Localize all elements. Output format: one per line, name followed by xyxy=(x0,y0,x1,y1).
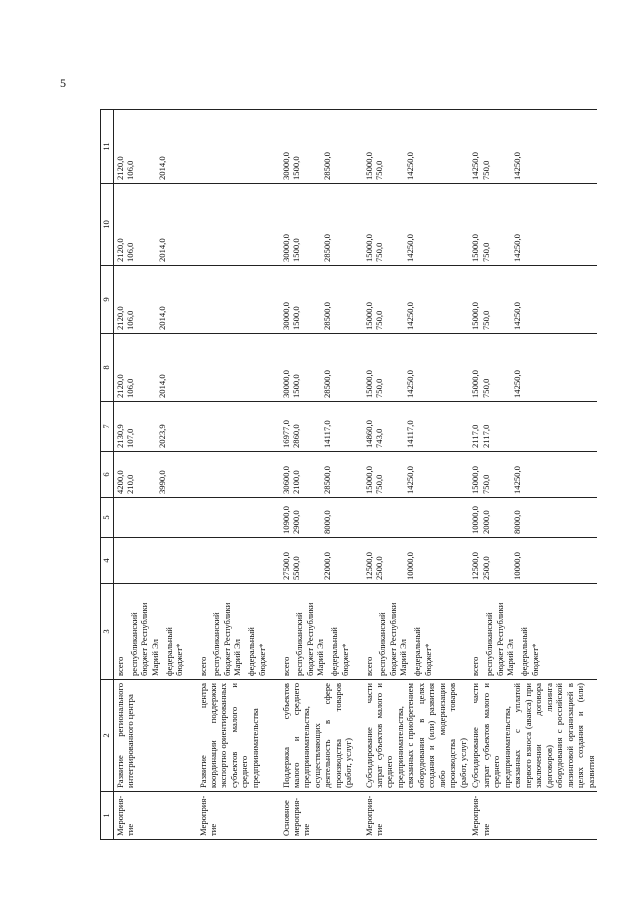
amount-total: 10000,0 xyxy=(470,506,481,534)
amount-total: 15000,0 xyxy=(363,466,374,494)
event-name-cell: Развитие центра координации поддержки экспортно ориентированных субъектов малого и среднего предпринимательства xyxy=(197,680,280,792)
amount-total xyxy=(198,405,208,448)
amount-republic xyxy=(208,187,218,262)
amount-total: 2130,9 xyxy=(115,424,125,448)
table-row xyxy=(280,110,363,840)
budget-source-label: федеральный бюджет* xyxy=(163,627,185,676)
amount-cell-c7 xyxy=(197,402,280,452)
amount-cell-c7 xyxy=(280,402,363,452)
event-name-cell: Субсидирование части затрат субъектов малого и среднего предпринимательства, связанных с приобретением оборудования в целях создания и (или) развития либо модернизации производства товаров (работ, услуг) xyxy=(363,680,470,792)
amount-total: 12500,0 xyxy=(363,552,374,580)
amount-cell-c8 xyxy=(114,334,197,402)
amount-federal: 14250,0 xyxy=(512,152,523,180)
amount-federal xyxy=(512,405,522,448)
amount-republic: 750,0 xyxy=(373,378,384,398)
amount-republic: 743,0 xyxy=(373,428,384,448)
amount-cell-c5 xyxy=(469,498,597,538)
event-name-cell: Поддержка субъектов малого и среднего предпринимательства, осуществляющих деятельность в сфере производства товаров (работ, услуг) xyxy=(280,680,363,792)
amount-federal: 14250,0 xyxy=(405,466,416,494)
amount-federal: 14250,0 xyxy=(512,302,523,330)
amount-federal: 10000,0 xyxy=(405,552,416,580)
amount-republic: 107,0 xyxy=(125,428,136,448)
amount-cell-c10 xyxy=(280,184,363,266)
amount-federal: 2014,0 xyxy=(156,306,167,330)
amount-cell-c5 xyxy=(280,498,363,538)
amount-federal xyxy=(239,269,249,330)
amount-republic: 750,0 xyxy=(373,310,384,330)
rotated-table-container xyxy=(100,110,596,840)
amount-total: 2117,0 xyxy=(470,424,481,448)
amount-total: 15000,0 xyxy=(470,466,481,494)
amount-cell-c11 xyxy=(280,110,363,184)
amount-total: 30000,0 xyxy=(280,152,291,180)
amount-cell-c6 xyxy=(363,452,470,498)
amount-cell-c10 xyxy=(469,184,597,266)
amount-cell-c11 xyxy=(363,110,470,184)
amount-federal: 28500,0 xyxy=(322,370,333,398)
budget-source-label: всего xyxy=(197,656,208,676)
amount-total xyxy=(198,337,208,398)
amount-federal: 2014,0 xyxy=(156,374,167,398)
budget-source-cell xyxy=(197,584,280,680)
amount-republic: 5500,0 xyxy=(290,556,301,580)
amount-republic: 2500,0 xyxy=(373,556,384,580)
amount-total: 15000,0 xyxy=(470,234,481,262)
amount-total: 15000,0 xyxy=(363,370,374,398)
amount-republic xyxy=(125,501,135,534)
amount-federal: 14117,0 xyxy=(322,420,333,448)
budget-source-cell xyxy=(114,584,197,680)
amount-cell-c7 xyxy=(363,402,470,452)
amount-cell-c4 xyxy=(469,538,597,584)
budget-source-label: республиканский бюджет Республики Марий Эл xyxy=(211,602,243,676)
amount-total xyxy=(198,113,208,180)
amount-cell-c4 xyxy=(280,538,363,584)
amount-federal: 22000,0 xyxy=(322,552,333,580)
amount-cell-c4 xyxy=(114,538,197,584)
amount-republic: 106,0 xyxy=(125,310,136,330)
amount-republic: 750,0 xyxy=(373,242,384,262)
budget-source-cell xyxy=(363,584,470,680)
amount-republic: 1500,0 xyxy=(290,306,301,330)
budget-source-label: федеральный бюджет* xyxy=(246,627,267,676)
amount-republic: 750,0 xyxy=(480,242,491,262)
amount-federal: 14117,0 xyxy=(405,420,416,448)
event-type-cell: Мероприя- тие xyxy=(114,792,197,840)
amount-total: 15000,0 xyxy=(363,234,374,262)
amount-cell-c9 xyxy=(280,266,363,334)
amount-cell-c10 xyxy=(114,184,197,266)
amount-federal: 28500,0 xyxy=(322,234,333,262)
amount-total xyxy=(364,501,374,534)
amount-federal: 2014,0 xyxy=(156,156,167,180)
table-row xyxy=(469,110,597,840)
header-col-11: 11 xyxy=(101,110,114,184)
amount-republic xyxy=(208,405,218,448)
event-type-cell: Мероприя- тие xyxy=(469,792,597,840)
amount-republic: 2860,0 xyxy=(290,424,301,448)
amount-total: 30000,0 xyxy=(280,302,291,330)
amount-republic: 750,0 xyxy=(480,160,491,180)
amount-republic xyxy=(208,113,218,180)
amount-cell-c6 xyxy=(114,452,197,498)
amount-total xyxy=(198,187,208,262)
budget-source-label: всего xyxy=(363,656,374,676)
amount-total xyxy=(198,269,208,330)
amount-total: 12500,0 xyxy=(470,552,481,580)
table-row xyxy=(114,110,197,840)
amount-cell-c11 xyxy=(469,110,597,184)
amount-total: 15000,0 xyxy=(363,302,374,330)
header-col-9: 9 xyxy=(101,266,114,334)
header-col-10: 10 xyxy=(101,184,114,266)
amount-federal xyxy=(239,541,249,580)
amount-federal xyxy=(405,501,415,534)
header-col-1: 1 xyxy=(101,792,114,840)
amount-cell-c5 xyxy=(197,498,280,538)
header-col-6: 6 xyxy=(101,452,114,498)
amount-federal xyxy=(239,187,249,262)
amount-republic: 750,0 xyxy=(480,310,491,330)
amount-total: 15000,0 xyxy=(470,302,481,330)
amount-republic: 2100,0 xyxy=(290,470,301,494)
amount-total xyxy=(115,541,125,580)
amount-cell-c8 xyxy=(280,334,363,402)
amount-federal: 14250,0 xyxy=(405,302,416,330)
amount-federal xyxy=(239,337,249,398)
amount-cell-c7 xyxy=(469,402,597,452)
amount-cell-c5 xyxy=(114,498,197,538)
header-col-2: 2 xyxy=(101,680,114,792)
amount-republic: 750,0 xyxy=(373,474,384,494)
amount-total: 2120,0 xyxy=(115,238,125,262)
amount-cell-c11 xyxy=(114,110,197,184)
amount-total: 4200,0 xyxy=(115,470,125,494)
amount-total xyxy=(115,501,125,534)
header-col-4: 4 xyxy=(101,538,114,584)
amount-federal: 10000,0 xyxy=(512,552,523,580)
amount-federal xyxy=(239,455,249,494)
amount-total: 14860,0 xyxy=(363,420,374,448)
amount-federal xyxy=(157,501,167,534)
event-name-cell: Субсидирование части затрат субъектов малого и среднего предпринимательства, связанных с уплатой первого взноса (аванса) при заключении договора (договоров) лизинга оборудования с российской лизинговой организацией в целях создания и (или) развития xyxy=(469,680,597,792)
amount-republic: 1500,0 xyxy=(290,156,301,180)
header-col-3: 3 xyxy=(101,584,114,680)
amount-cell-c4 xyxy=(363,538,470,584)
amount-total: 2120,0 xyxy=(115,306,125,330)
amount-cell-c10 xyxy=(197,184,280,266)
budget-source-label: республиканский бюджет Республики Марий Эл xyxy=(294,602,326,676)
header-col-8: 8 xyxy=(101,334,114,402)
amount-federal: 28500,0 xyxy=(322,152,333,180)
amount-cell-c4 xyxy=(197,538,280,584)
amount-total: 2120,0 xyxy=(115,374,125,398)
amount-cell-c6 xyxy=(280,452,363,498)
budget-source-cell xyxy=(280,584,363,680)
amount-total: 15000,0 xyxy=(470,370,481,398)
amount-republic: 2000,0 xyxy=(480,510,491,534)
amount-total xyxy=(198,455,208,494)
amount-cell-c6 xyxy=(197,452,280,498)
amount-cell-c9 xyxy=(114,266,197,334)
amount-republic: 750,0 xyxy=(480,474,491,494)
amount-total xyxy=(198,541,208,580)
table-row xyxy=(363,110,470,840)
amount-republic xyxy=(374,501,384,534)
amount-republic xyxy=(208,337,218,398)
amount-federal xyxy=(239,113,249,180)
event-name-cell: Развитие регионального интегрированного центра xyxy=(114,680,197,792)
amount-cell-c8 xyxy=(469,334,597,402)
amount-republic: 1500,0 xyxy=(290,238,301,262)
amount-cell-c6 xyxy=(469,452,597,498)
amount-total: 30600,0 xyxy=(280,466,291,494)
amount-republic xyxy=(208,501,218,534)
amount-federal: 14250,0 xyxy=(405,152,416,180)
amount-federal: 14250,0 xyxy=(405,370,416,398)
amount-republic xyxy=(208,269,218,330)
budget-source-label: республиканский бюджет Республики Марий Эл xyxy=(128,602,160,676)
budget-source-label: федеральный бюджет* xyxy=(412,627,433,676)
budget-source-label: всего xyxy=(470,656,481,676)
amount-total: 16977,0 xyxy=(280,420,291,448)
event-type-cell: Основное мероприя- тие xyxy=(280,792,363,840)
budget-source-label: республиканский бюджет Республики Марий Эл xyxy=(377,602,409,676)
amount-republic: 210,0 xyxy=(125,474,136,494)
amount-cell-c10 xyxy=(363,184,470,266)
amount-federal xyxy=(157,541,167,580)
budget-source-label: всего xyxy=(115,656,125,676)
amount-cell-c8 xyxy=(363,334,470,402)
page-number: 5 xyxy=(60,76,66,90)
amount-total: 2120,0 xyxy=(115,156,125,180)
amount-cell-c7 xyxy=(114,402,197,452)
program-funding-table xyxy=(100,109,597,840)
amount-total: 30000,0 xyxy=(280,234,291,262)
header-col-5: 5 xyxy=(101,498,114,538)
amount-total: 30000,0 xyxy=(280,370,291,398)
amount-federal xyxy=(239,501,249,534)
amount-republic: 106,0 xyxy=(125,242,136,262)
header-col-7: 7 xyxy=(101,402,114,452)
amount-republic xyxy=(208,541,218,580)
table-body xyxy=(114,110,598,840)
amount-total: 10900,0 xyxy=(280,506,291,534)
event-type-cell: Мероприя- тие xyxy=(363,792,470,840)
amount-federal: 8000,0 xyxy=(322,510,333,534)
amount-total xyxy=(198,501,208,534)
amount-cell-c8 xyxy=(197,334,280,402)
amount-republic: 2500,0 xyxy=(480,556,491,580)
amount-total: 15000,0 xyxy=(363,152,374,180)
table-row xyxy=(197,110,280,840)
header-row xyxy=(101,110,114,840)
amount-republic: 750,0 xyxy=(480,378,491,398)
amount-federal: 14250,0 xyxy=(512,466,523,494)
amount-republic: 1500,0 xyxy=(290,374,301,398)
amount-federal: 8000,0 xyxy=(512,510,523,534)
budget-source-cell xyxy=(469,584,597,680)
amount-cell-c9 xyxy=(469,266,597,334)
amount-federal: 3990,0 xyxy=(156,470,167,494)
amount-cell-c9 xyxy=(197,266,280,334)
amount-republic: 106,0 xyxy=(125,378,136,398)
amount-republic: 2117,0 xyxy=(480,424,491,448)
amount-republic: 106,0 xyxy=(125,160,136,180)
amount-federal: 28500,0 xyxy=(322,466,333,494)
amount-cell-c9 xyxy=(363,266,470,334)
budget-source-label: всего xyxy=(280,656,291,676)
amount-federal: 14250,0 xyxy=(405,234,416,262)
budget-source-label: республиканский бюджет Республики Марий Эл xyxy=(484,602,516,676)
budget-source-label: федеральный бюджет* xyxy=(329,627,350,676)
budget-source-label: федеральный бюджет* xyxy=(519,627,540,676)
amount-republic: 2900,0 xyxy=(290,510,301,534)
amount-federal: 2023,9 xyxy=(156,424,167,448)
amount-republic xyxy=(125,541,135,580)
amount-federal xyxy=(239,405,249,448)
event-type-cell: Мероприя- тие xyxy=(197,792,280,840)
amount-total: 14250,0 xyxy=(470,152,481,180)
amount-federal: 14250,0 xyxy=(512,234,523,262)
amount-republic: 750,0 xyxy=(373,160,384,180)
amount-republic xyxy=(208,455,218,494)
amount-cell-c11 xyxy=(197,110,280,184)
amount-federal: 14250,0 xyxy=(512,370,523,398)
amount-cell-c5 xyxy=(363,498,470,538)
amount-total: 27500,0 xyxy=(280,552,291,580)
amount-federal: 2014,0 xyxy=(156,238,167,262)
amount-federal: 28500,0 xyxy=(322,302,333,330)
